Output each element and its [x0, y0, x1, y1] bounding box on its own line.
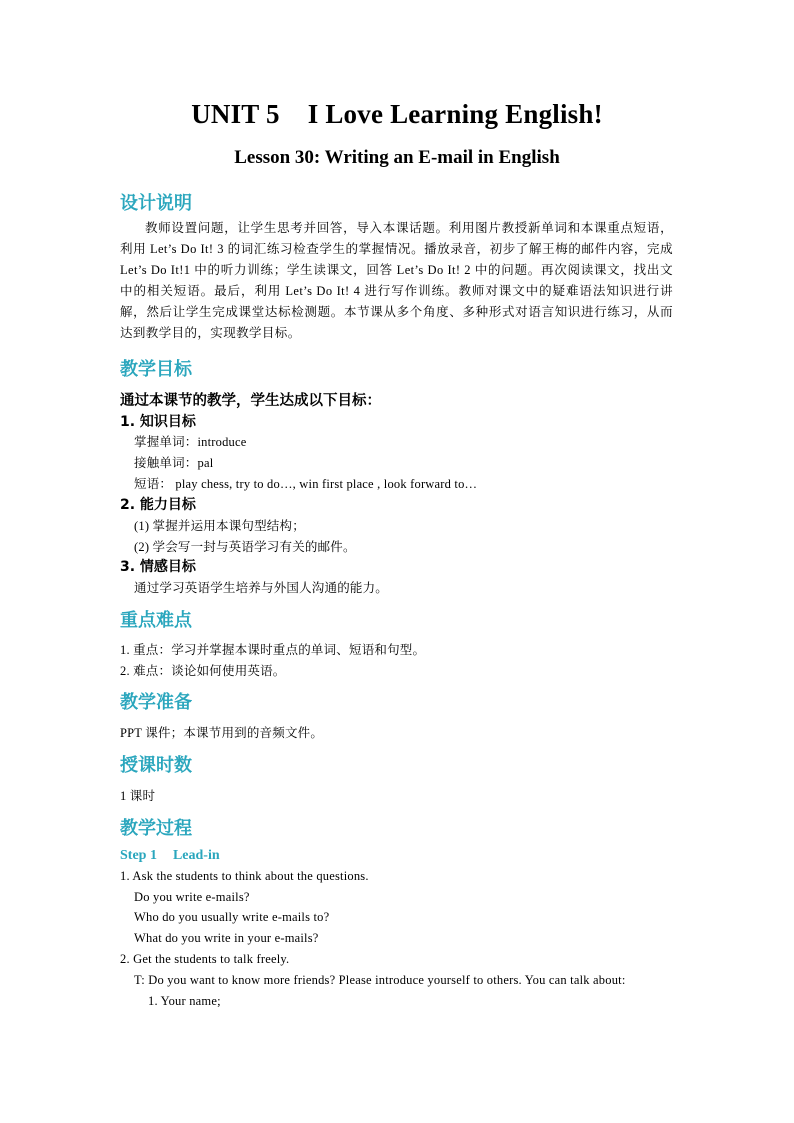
step-name: Lead-in	[172, 848, 220, 863]
ability-item: (1) 掌握并运用本课句型结构；	[134, 519, 305, 533]
ability-item: (2) 学会写一封与英语学习有关的邮件。	[134, 540, 356, 554]
ability-goal-heading: 2. 能力目标	[120, 497, 196, 513]
goals-heading: 教学目标	[120, 359, 192, 380]
hours-heading: 授课时数	[120, 755, 192, 776]
design-heading: 设计说明	[120, 193, 192, 214]
preparation-text: PPT 课件；本课节用到的音频文件。	[120, 726, 324, 740]
process-heading: 教学过程	[120, 818, 192, 839]
design-paragraph: 教师设置问题，让学生思考并回答，导入本课话题。利用图片教授新单词和本课重点短语，利用 Let’s Do It! 3 的词汇练习检查学生的掌握情况。播放录音，初步了解王梅的邮件内容，完成 Let’s Do It!1 中的听力训练；学生读课文，回答 Let’s Do It! 2 中的问题。再次阅读课文，找出文中的相关短语。最后，利用 Let’s Do It! 4 进行写作训练。教师对课文中的疑难语法知识进行讲解，然后让学生完成课堂达标检测题。本节课从多个角度、多种形式对语言知识进行练习，从而达到教学目的，实现教学目标。	[120, 221, 673, 340]
key-point-item: 1. 重点：学习并掌握本课时重点的单词、短语和句型。	[120, 643, 426, 657]
process-line: What do you write in your e-mails?	[134, 931, 319, 945]
goals-intro: 通过本课节的教学，学生达成以下目标：	[120, 393, 381, 409]
key-point-item: 2. 难点：谈论如何使用英语。	[120, 664, 286, 678]
process-line: 1. Your name;	[148, 994, 221, 1008]
master-words: 掌握单词：introduce	[134, 435, 247, 449]
hours-text: 1 课时	[120, 789, 156, 803]
key-points-heading: 重点难点	[120, 610, 192, 631]
unit-number: UNIT 5	[191, 99, 280, 129]
phrases: 短语： play chess, try to do…, win first place , look forward to…	[134, 477, 478, 491]
knowledge-goal-heading: 1. 知识目标	[120, 414, 196, 430]
step-label: Step 1	[120, 848, 157, 863]
process-line: Do you write e-mails?	[134, 890, 250, 904]
step-1-title	[120, 848, 220, 864]
emotion-goal-heading: 3. 情感目标	[120, 559, 196, 575]
unit-title	[0, 99, 794, 130]
emotion-goal-text: 通过学习英语学生培养与外国人沟通的能力。	[134, 581, 389, 595]
contact-words: 接触单词：pal	[134, 456, 214, 470]
unit-name: I Love Learning English!	[307, 99, 603, 129]
process-line: T: Do you want to know more friends? Please introduce yourself to others. You can talk about:	[134, 973, 626, 987]
lesson-title: Lesson 30: Writing an E-mail in English	[234, 147, 560, 168]
process-line: 1. Ask the students to think about the questions.	[120, 869, 369, 883]
process-line: Who do you usually write e-mails to?	[134, 910, 330, 924]
process-line: 2. Get the students to talk freely.	[120, 952, 290, 966]
preparation-heading: 教学准备	[120, 692, 192, 713]
